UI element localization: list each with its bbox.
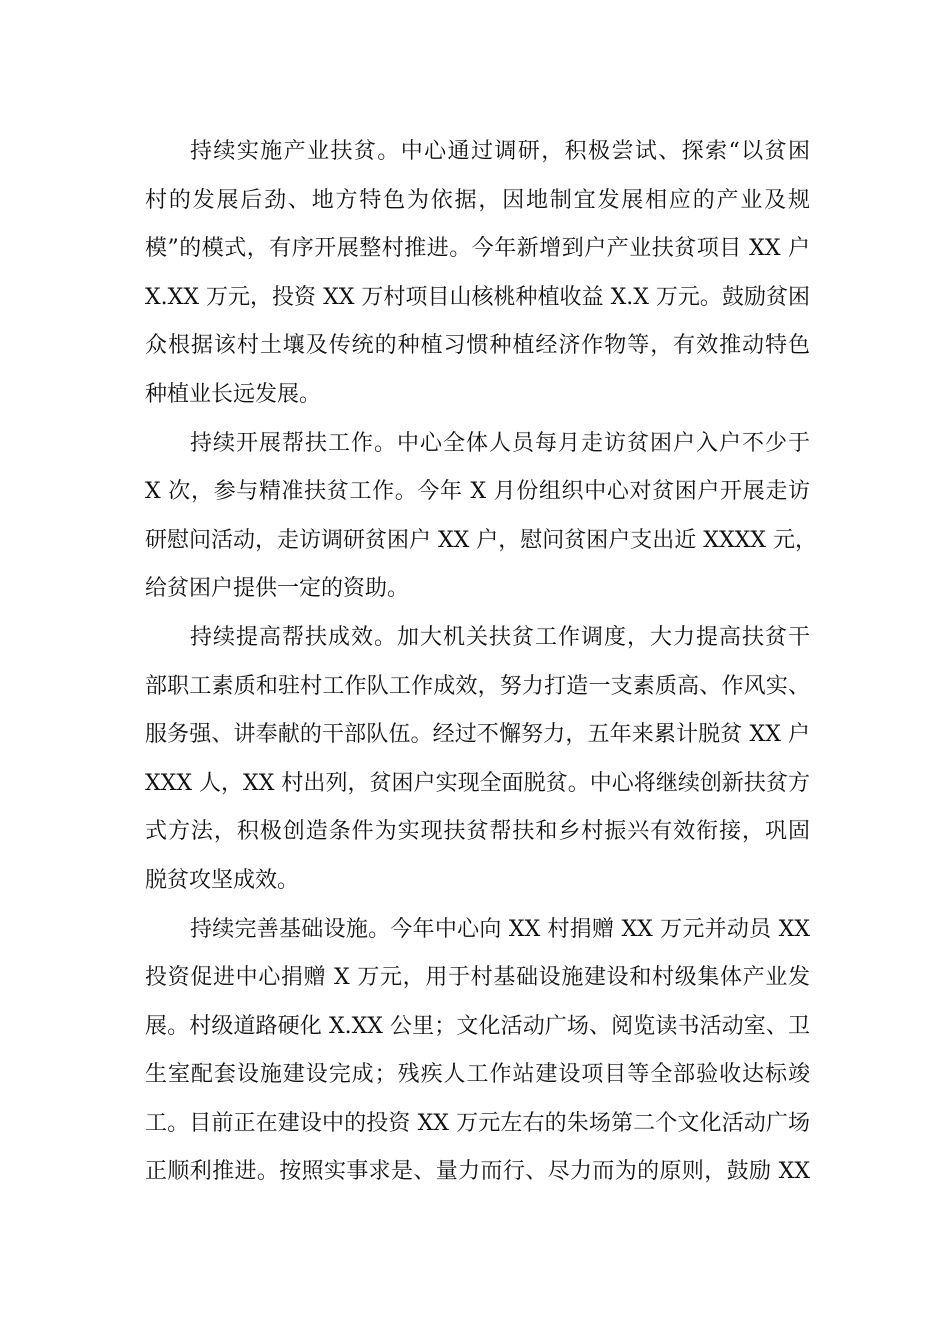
text-line: 服务强、讲奉献的干部队伍。经过不懈努力，五年来累计脱贫 XX 户	[145, 722, 810, 748]
text-line: 投资促进中心捐赠 X 万元，用于村基础设施建设和村级集体产业发	[145, 965, 810, 991]
paragraph-assistance-effectiveness	[145, 614, 810, 906]
text-line: 众根据该村土壤及传统的种植习惯种植经济作物等，有效推动特色	[145, 333, 810, 359]
text-line: X.XX 万元，投资 XX 万村项目山核桃种植收益 X.X 万元。鼓励贫困	[145, 284, 810, 310]
text-line: X 次，参与精准扶贫工作。今年 X 月份组织中心对贫困户开展走访	[145, 479, 810, 505]
text-line: 正顺利推进。按照实事求是、量力而行、尽力而为的原则，鼓励 XX	[145, 1159, 810, 1185]
text-line: 持续开展帮扶工作。中心全体人员每月走访贫困户入户不少于	[190, 430, 810, 456]
text-line: 持续完善基础设施。今年中心向 XX 村捐赠 XX 万元并动员 XX	[190, 916, 810, 942]
document-body	[145, 128, 817, 1197]
text-line: 模”的模式，有序开展整村推进。今年新增到户产业扶贫项目 XX 户	[145, 236, 810, 262]
text-line: 持续实施产业扶贫。中心通过调研，积极尝试、探索“以贫困	[190, 139, 810, 164]
paragraph-infrastructure	[145, 906, 810, 1198]
text-line: 部职工素质和驻村工作队工作成效，努力打造一支素质高、作风实、	[145, 673, 810, 699]
text-line: 村的发展后劲、地方特色为依据，因地制宜发展相应的产业及规	[145, 187, 810, 213]
text-line: XXX 人，XX 村出列，贫困户实现全面脱贫。中心将继续创新扶贫方	[145, 770, 810, 796]
text-line: 种植业长远发展。	[145, 381, 322, 407]
text-line: 给贫困户提供一定的资助。	[145, 576, 410, 602]
text-line: 生室配套设施建设完成；残疾人工作站建设项目等全部验收达标竣	[145, 1062, 810, 1088]
text-line: 研慰问活动，走访调研贫困户 XX 户，慰问贫困户支出近 XXXX 元，	[145, 527, 817, 553]
text-line: 展。村级道路硬化 X.XX 公里；文化活动广场、阅览读书活动室、卫	[145, 1013, 810, 1039]
paragraph-assistance-work	[145, 420, 817, 614]
text-line: 持续提高帮扶成效。加大机关扶贫工作调度，大力提高扶贫干	[190, 624, 810, 650]
paragraph-industry-poverty-alleviation	[145, 128, 810, 420]
text-line: 脱贫攻坚成效。	[145, 867, 300, 893]
text-line: 工。目前正在建设中的投资 XX 万元左右的朱场第二个文化活动广场	[145, 1110, 810, 1136]
text-line: 式方法，积极创造条件为实现扶贫帮扶和乡村振兴有效衔接，巩固	[145, 819, 810, 845]
